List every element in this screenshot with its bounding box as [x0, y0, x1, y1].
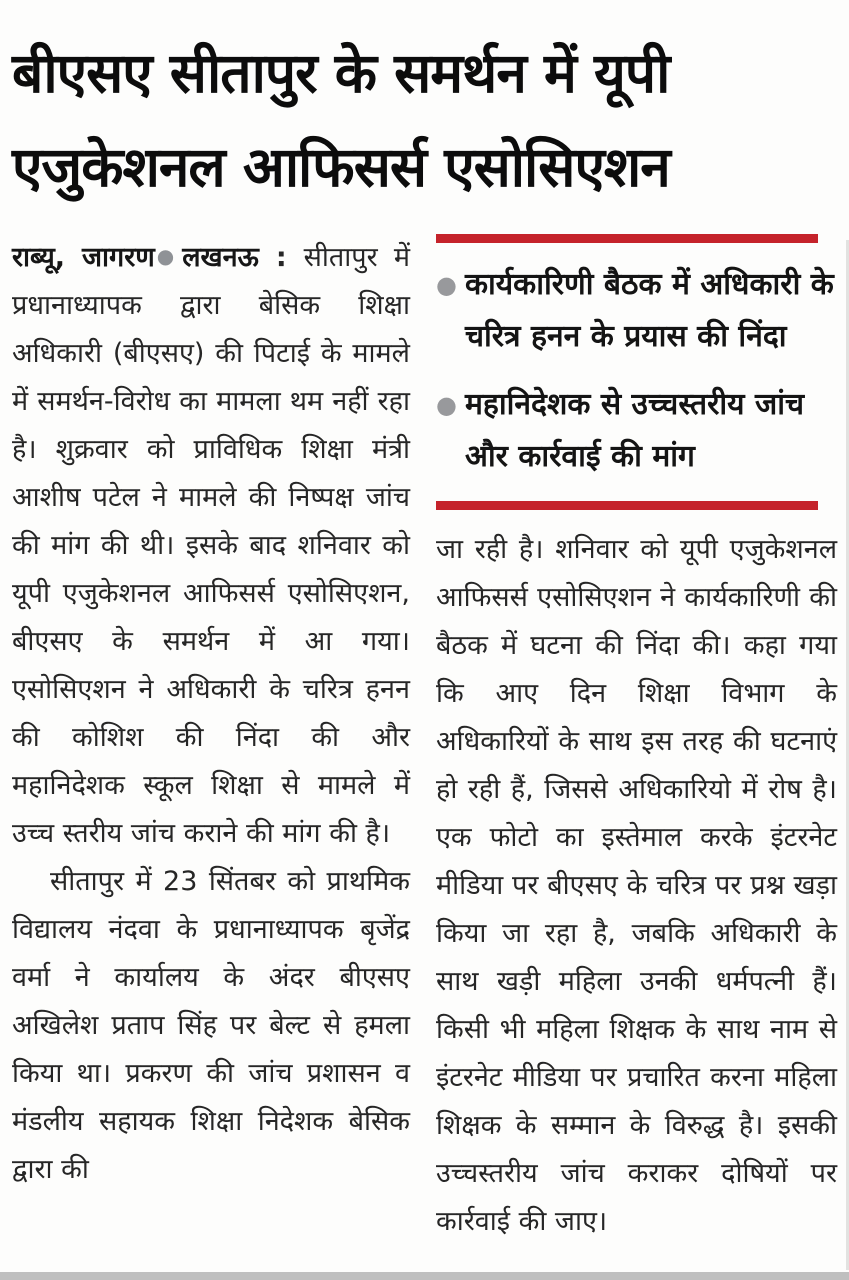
highlight-box	[436, 234, 837, 510]
headline	[0, 0, 849, 224]
left-column	[12, 232, 410, 1246]
red-rule-top	[436, 234, 818, 243]
headline-line-2: एजुकेशनल आफिसर्स एसोसिएशन	[12, 135, 670, 199]
dateline: लखनऊ	[182, 242, 259, 273]
highlight-bullet-list	[436, 259, 837, 483]
article-columns	[0, 224, 849, 1246]
lead-paragraph	[12, 232, 410, 858]
byline: राब्यू, जागरण	[12, 242, 155, 273]
headline-line-1: बीएसए सीतापुर के समर्थन में यूपी	[12, 41, 670, 105]
lead-paragraph-text: सीतापुर में प्रधानाध्यापक द्वारा बेसिक शिक्षा अधिकारी (बीएसए) की पिटाई के मामले में समर्थन-विरोध का मामला थम नहीं रहा है। शुक्रवार को प्राविधिक शिक्षा मंत्री आशीष पटेल ने मामले की निष्पक्ष जांच की मांग की थी। इसके बाद शनिवार को यूपी एजुकेशनल आफिसर्स एसोसिएशन, बीएसए के समर्थन में आ गया। एसोसिएशन ने अधिकारी के चरित्र हनन की कोशिश की निंदा की और महानिदेशक स्कूल शिक्षा से मामले में उच्च स्तरीय जांच कराने की मांग की है।	[12, 242, 410, 849]
dateline-colon: :	[258, 242, 304, 273]
right-paragraph: जा रही है। शनिवार को यूपी एजुकेशनल आफिसर्स एसोसिएशन ने कार्यकारिणी की बैठक में घटना की निंदा की। कहा गया कि आए दिन शिक्षा विभाग के अधिकारियों के साथ इस तरह की घटनाएं हो रही हैं, जिससे अधिकारियो में रोष है। एक फोटो का इस्तेमाल करके इंटरनेट मीडिया पर बीएसए के चरित्र पर प्रश्न खड़ा किया जा रहा है, जबकि अधिकारी के साथ खड़ी महिला उनकी धर्मपत्नी हैं। किसी भी महिला शिक्षक के साथ नाम से इंटरनेट मीडिया पर प्रचारित करना महिला शिक्षक के सम्मान के विरुद्ध है। इसकी उच्चस्तरीय जांच कराकर दोषियों पर कार्रवाई की जाए।	[436, 534, 837, 1237]
bullet-icon: ●	[436, 391, 457, 419]
highlight-item-text: कार्यकारिणी बैठक में अधिकारी के चरित्र हनन के प्रयास की निंदा	[464, 267, 834, 354]
left-paragraph-2: सीतापुर में 23 सिंतबर को प्राथमिक विद्यालय नंदवा के प्रधानाध्यापक बृजेंद्र वर्मा ने कार्यालय के अंदर बीएसए अखिलेश प्रताप सिंह पर बेल्ट से हमला किया था। प्रकरण की जांच प्रशासन व मंडलीय सहायक शिक्षा निदेशक बेसिक द्वारा की	[12, 866, 410, 1185]
red-rule-bottom	[436, 501, 818, 510]
highlight-bullet-item	[436, 259, 837, 363]
highlight-item-text: महानिदेशक से उच्चस्तरीय जांच और कार्रवाई की मांग	[464, 387, 805, 474]
bullet-icon: ●	[436, 271, 457, 299]
scan-edge-bottom	[0, 1272, 849, 1280]
right-column	[436, 232, 837, 1246]
byline-dot-icon: ●	[156, 244, 175, 268]
highlight-bullet-item	[436, 379, 837, 483]
